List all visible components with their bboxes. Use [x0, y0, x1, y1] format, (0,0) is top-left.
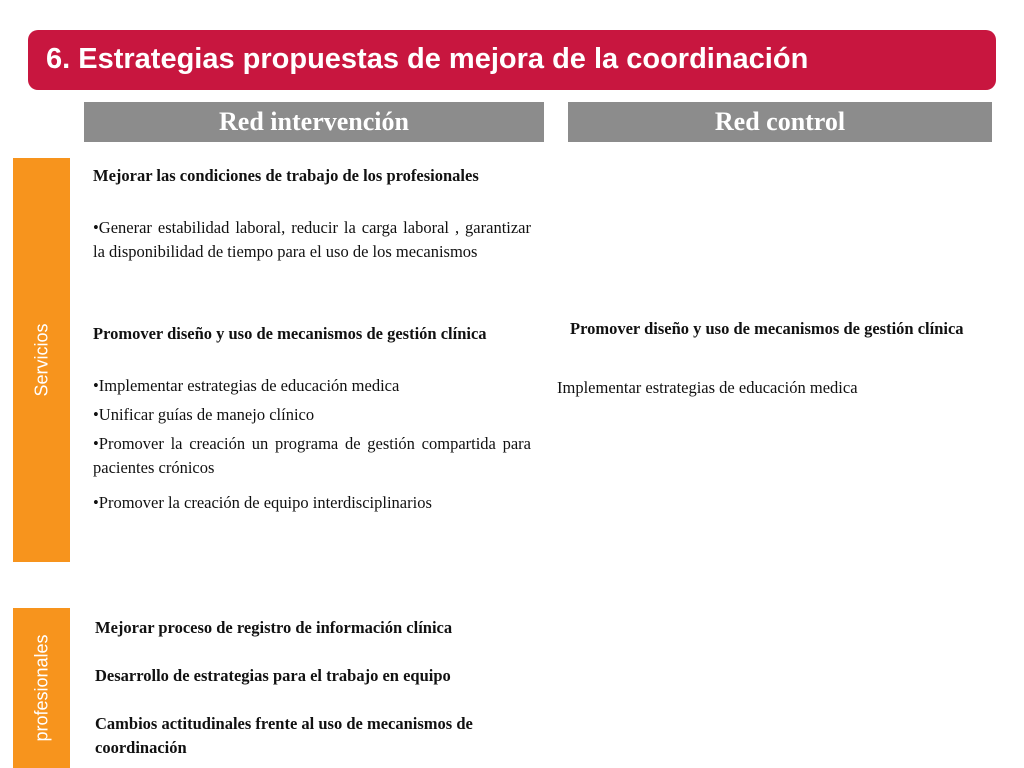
title-bar	[28, 30, 996, 90]
intervention-bullet-4: •Promover la creación un programa de gestión compartida para pacientes crónicos	[93, 434, 531, 477]
intervention-bullet-3: •Unificar guías de manejo clínico	[93, 405, 315, 424]
page-title: 6. Estrategias propuestas de mejora de la coordinación	[46, 43, 809, 75]
professionals-item-2: Desarrollo de estrategias para el trabajo en equipo	[95, 666, 451, 685]
intervention-bullet-1: •Generar estabilidad laboral, reducir la carga laboral , garantizar la disponibilidad de tiempo para el uso de los mecanismos	[93, 218, 531, 261]
intervention-heading-2: Promover diseño y uso de mecanismos de gestión clínica	[93, 324, 487, 343]
side-label-profesionales	[13, 608, 70, 768]
professionals-item-3: Cambios actitudinales frente al uso de mecanismos de coordinación	[95, 714, 473, 757]
control-item: Implementar estrategias de educación medica	[557, 378, 858, 397]
intervention-bullet-5: •Promover la creación de equipo interdisciplinarios	[93, 493, 432, 512]
intervention-bullet-2: •Implementar estrategias de educación medica	[93, 376, 400, 395]
intervention-heading-1: Mejorar las condiciones de trabajo de los profesionales	[93, 166, 479, 185]
side-label-servicios	[13, 158, 70, 562]
column-header-intervention: Red intervención	[84, 102, 544, 142]
control-heading: Promover diseño y uso de mecanismos de gestión clínica	[570, 319, 964, 338]
column-header-control: Red control	[568, 102, 992, 142]
professionals-item-1: Mejorar proceso de registro de información clínica	[95, 618, 453, 637]
side-label-servicios-text: Servicios	[31, 323, 51, 397]
side-label-profesionales-text: profesionales	[31, 634, 51, 742]
